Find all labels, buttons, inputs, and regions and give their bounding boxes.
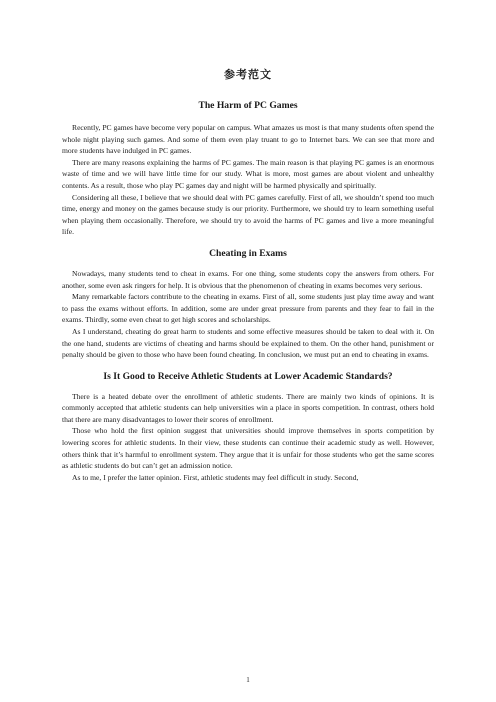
paragraph: Those who hold the first opinion suggest that universities should improve themselves in sports competition by lowering scores for athletic students. In their view, these students can continue their academic study as well. However, others think that it’s harmful to enrollment system. They argue that it is unfair for those students who get the same scores as athletic students do but can’t get an admission notice. <box>62 426 434 471</box>
document-body <box>62 100 434 483</box>
paragraph: There are many reasons explaining the harms of PC games. The main reason is that playing PC games is an enormous waste of time and we will have little time for our study. What is more, most games are about violent and unhealthy contents. As a result, those who play PC games day and night will be harmed physically and spiritually. <box>62 157 434 190</box>
paragraph: Nowadays, many students tend to cheat in exams. For one thing, some students copy the answers from others. For another, some even ask ringers for help. It is obvious that the phenomenon of cheating in exams becomes very serious. <box>62 268 434 290</box>
paragraph: Many remarkable factors contribute to the cheating in exams. First of all, some students just play time away and want to pass the exams without efforts. In addition, some are under great pressure from parents and they fear to fail in the exams. Thirdly, some even cheat to get high scores and scholarships. <box>62 292 434 325</box>
essay-pc-games <box>62 100 434 238</box>
paragraph: As to me, I prefer the latter opinion. First, athletic students may feel difficult in study. Second, <box>72 472 359 482</box>
paragraph: There is a heated debate over the enrollment of athletic students. There are mainly two kinds of opinions. It is commonly accepted that athletic students can help universities win a place in sports competition. In contrast, others hold that there are many disadvantages to lower their scores of enrollment. <box>62 391 434 424</box>
essay-athletic-students <box>62 371 434 484</box>
paragraph: As I understand, cheating do great harm to students and some effective measures should be taken to deal with it. On the one hand, students are victims of cheating and harms should be explained to them. On the other hand, punishment or penalty should be given to those who have been found cheating. In conclusion, we must put an end to cheating in exams. <box>62 326 434 360</box>
essay-title: The Harm of PC Games <box>198 100 298 111</box>
paragraph: Recently, PC games have become very popular on campus. What amazes us most is that many students often spend the whole night playing such games. And some of them even play truant to go to Internet bars. We can see that more and more students have indulged in PC games. <box>62 123 434 156</box>
document-title: 参考范文 <box>224 68 272 81</box>
essay-title: Is It Good to Receive Athletic Students at Lower Academic Standards? <box>103 370 393 382</box>
essay-title: Cheating in Exams <box>209 247 287 259</box>
paragraph: Considering all these, I believe that we should deal with PC games carefully. First of all, we shouldn’t spend too much time, energy and money on the games because study is our priority. Furthermore, we should try to learn something useful when playing them occasionally. Therefore, we should try to avoid the harms of PC games and live a more meaningful life. <box>62 192 434 237</box>
page-number: 1 <box>246 676 250 684</box>
essay-cheating <box>62 248 434 361</box>
